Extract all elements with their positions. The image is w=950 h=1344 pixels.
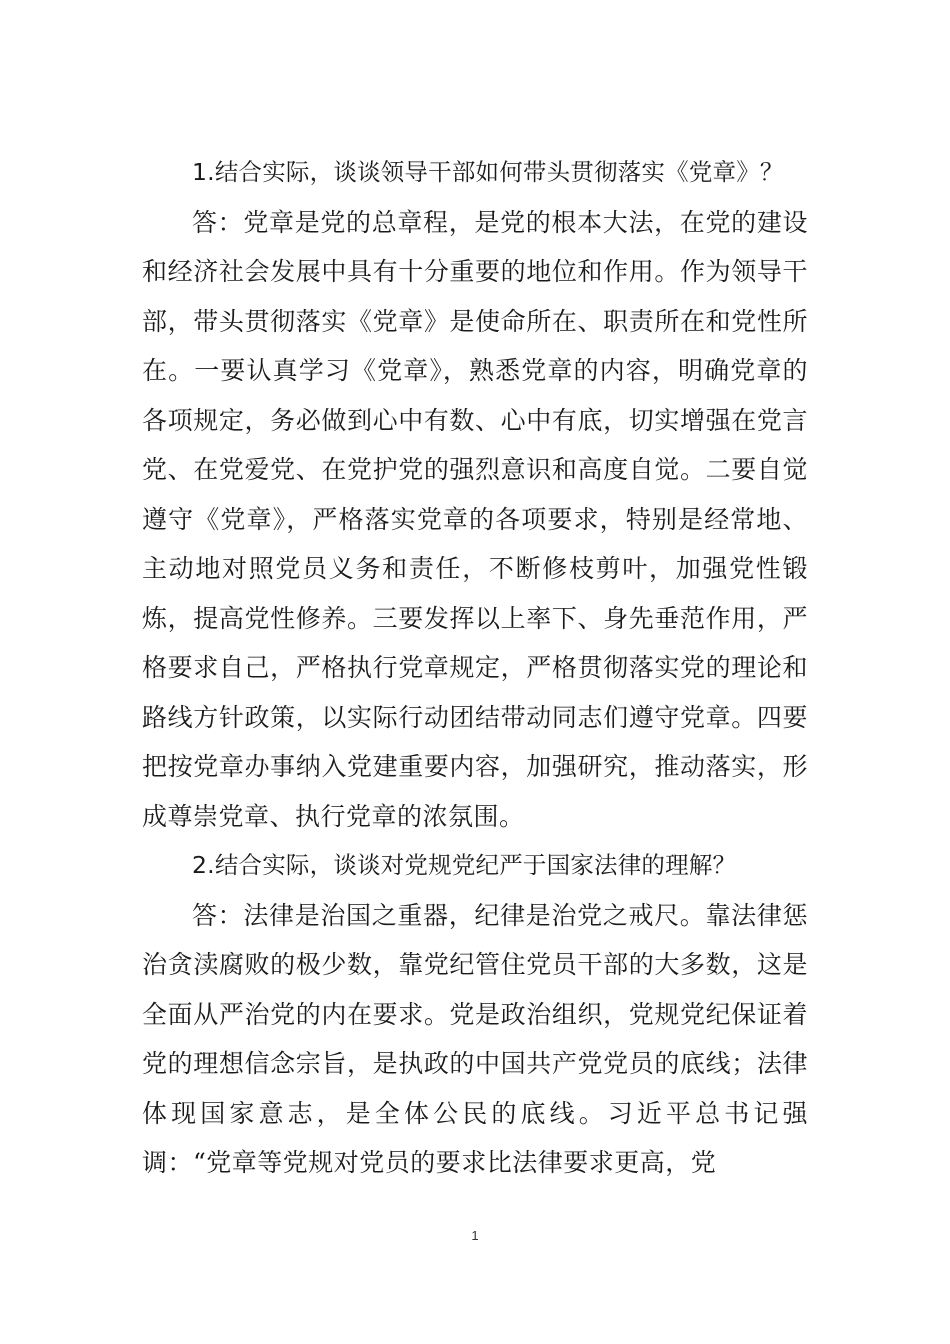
- answer-2: 答：法律是治国之重器，纪律是治党之戒尺。靠法律惩治贪渎腐败的极少数，靠党纪管住党员干部的大多数，这是全面从严治党的内在要求。党是政治组织，党规党纪保证着党的理想信念宗旨，是执政的中国共产党党员的底线；法律体现国家意志，是全体公民的底线。习近平总书记强调：“党章等党规对党员的要求比法律要求更高，党: [142, 900, 808, 1177]
- document-body: [142, 148, 808, 1188]
- question-2: 2.结合实际，谈谈对党规党纪严于国家法律的理解？: [192, 851, 737, 879]
- answer-1: 答：党章是党的总章程，是党的根本大法，在党的建设和经济社会发展中具有十分重要的地位和作用。作为领导干部，带头贯彻落实《党章》是使命所在、职责所在和党性所在。一要认真学习《党章》，熟悉党章的内容，明确党章的各项规定，务必做到心中有数、心中有底，切实增强在党言党、在党爱党、在党护党的强烈意识和高度自觉。二要自觉遵守《党章》，严格落实党章的各项要求，特别是经常地、主动地对照党员义务和责任，不断修枝剪叶，加强党性锻炼，提高党性修养。三要发挥以上率下、身先垂范作用，严格要求自己，严格执行党章规定，严格贯彻落实党的理论和路线方针政策，以实际行动团结带动同志们遵守党章。四要把按党章办事纳入党建重要内容，加强研究，推动落实，形成尊崇党章、执行党章的浓氛围。: [142, 207, 808, 831]
- question-1: 1.结合实际，谈谈领导干部如何带头贯彻落实《党章》？: [192, 158, 784, 186]
- page-number: 1: [471, 1228, 479, 1243]
